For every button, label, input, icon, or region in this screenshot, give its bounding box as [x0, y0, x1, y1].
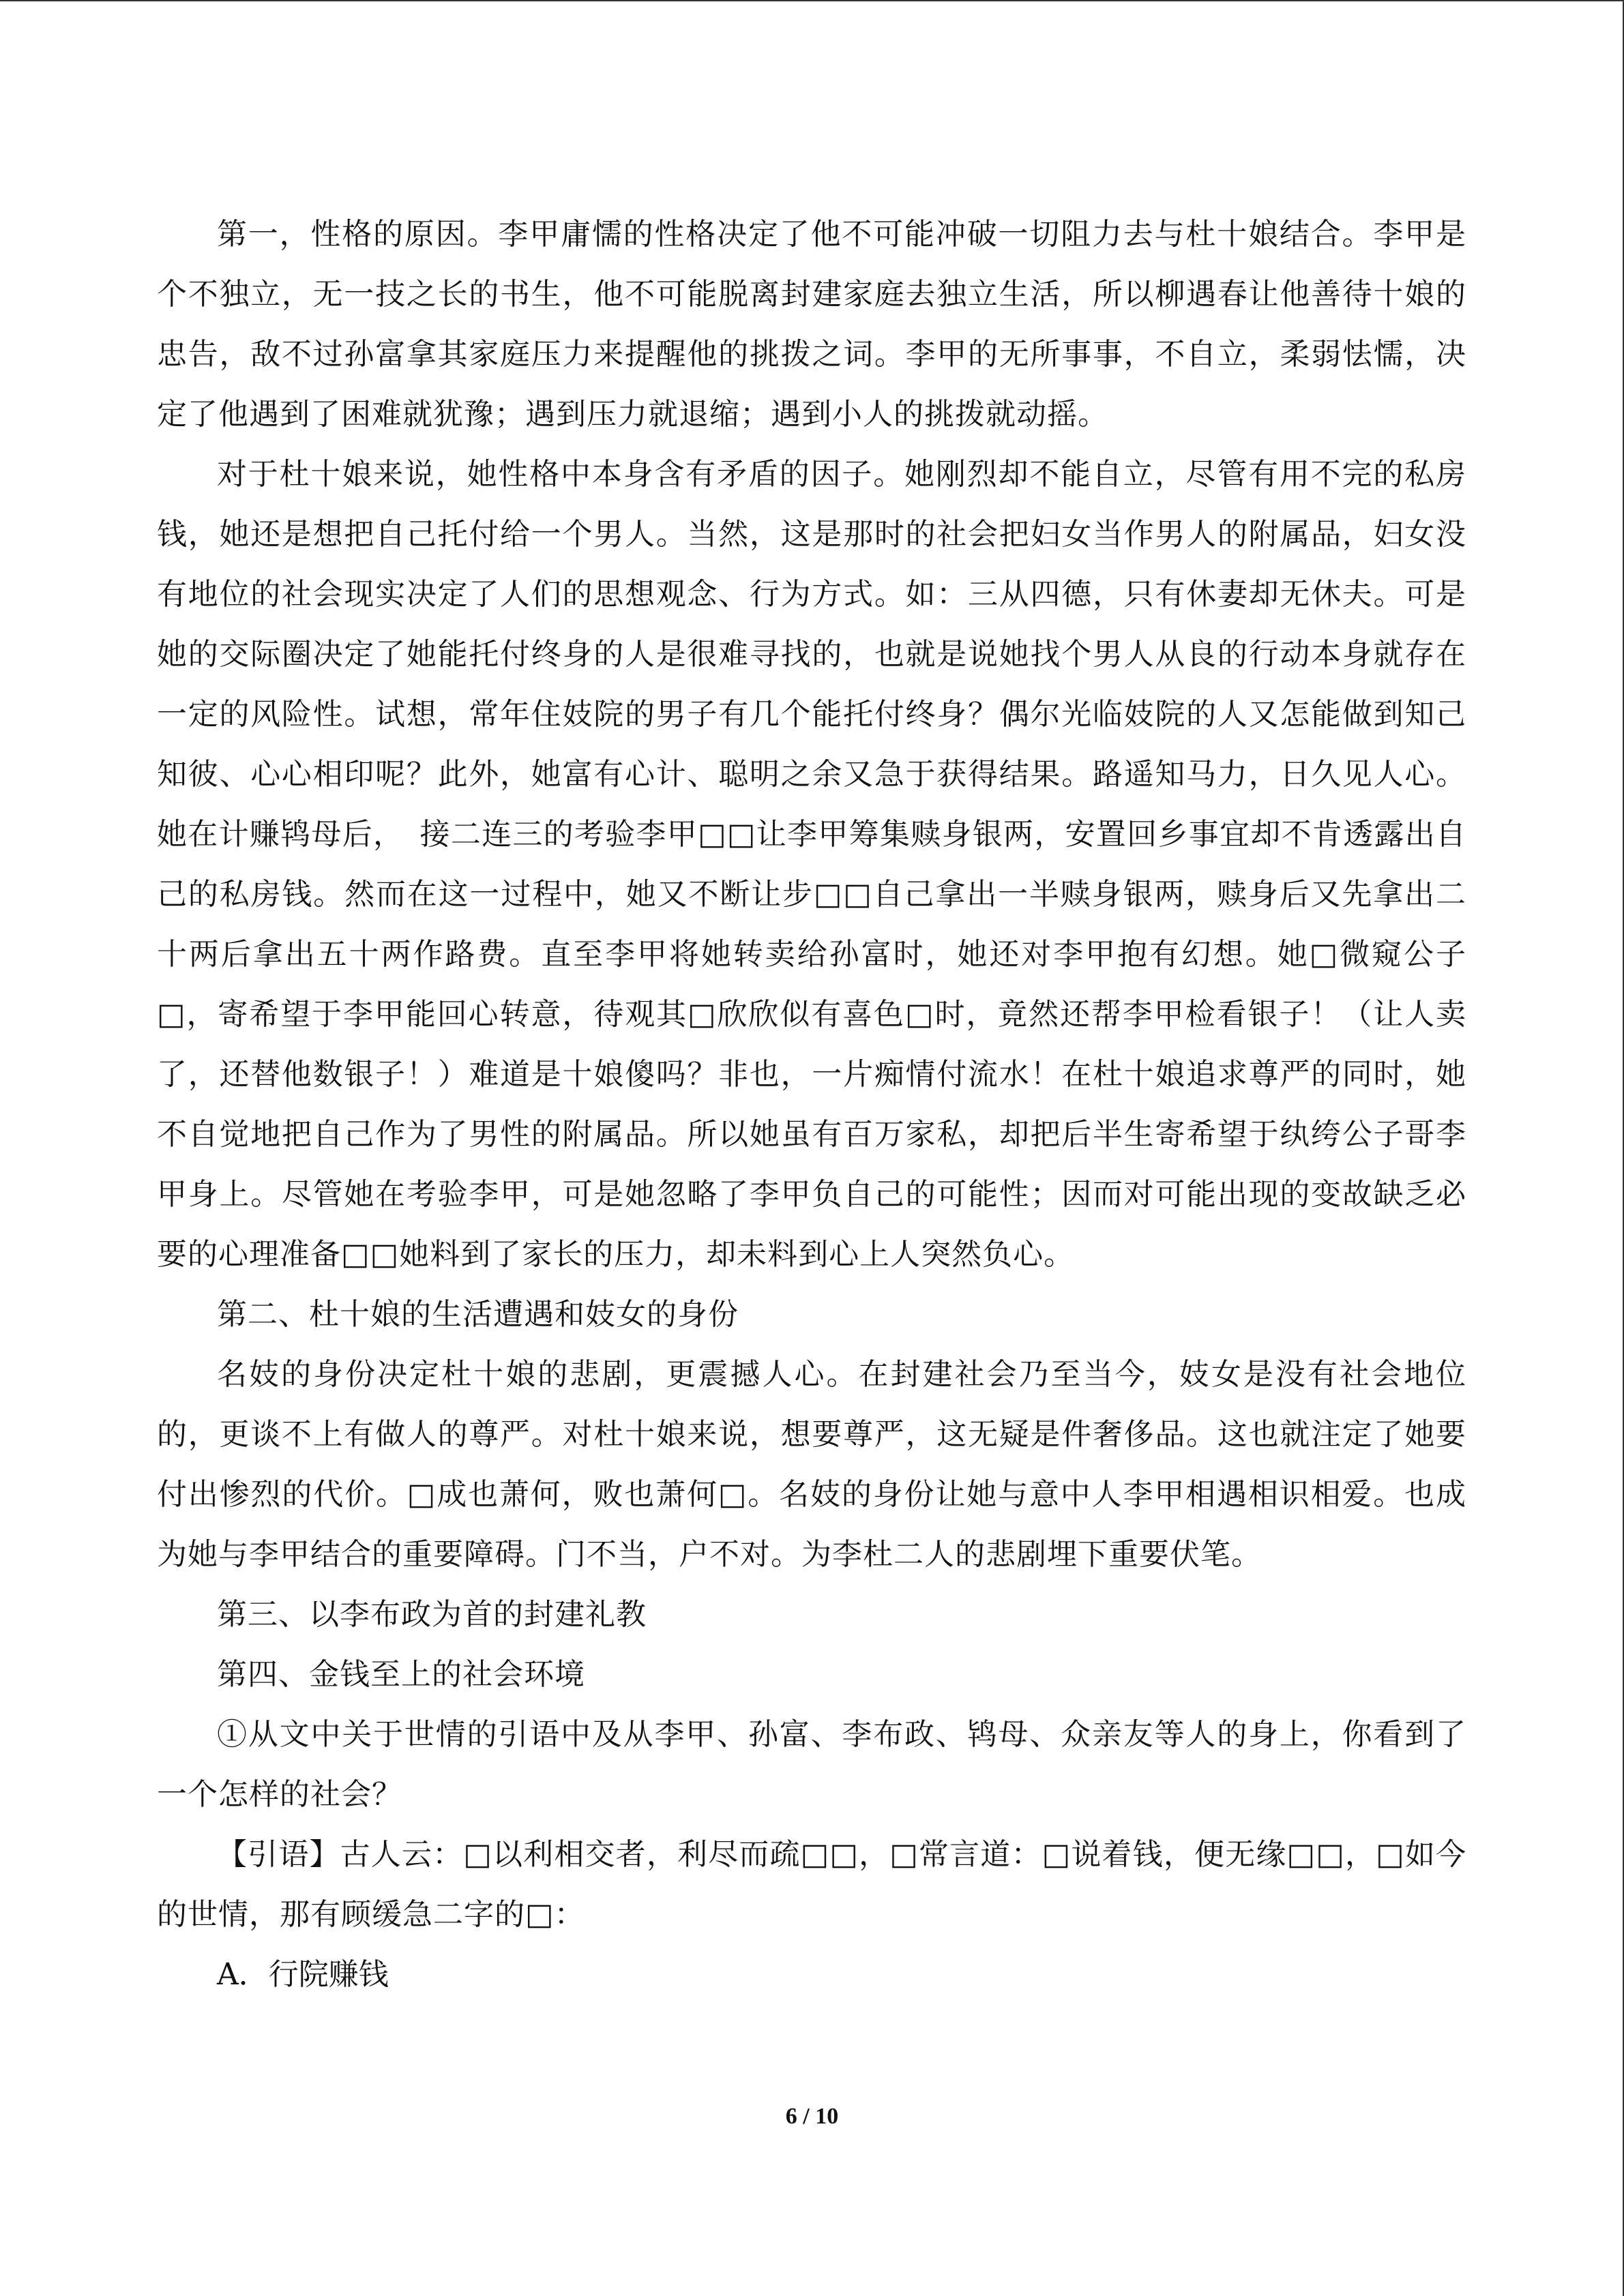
page-number: 6 / 10	[785, 2104, 839, 2129]
page-border-top	[0, 0, 1624, 1]
paragraph-du-shiniang-character: 对于杜十娘来说，她性格中本身含有矛盾的因子。她刚烈却不能自立，尽管有用不完的私房钱，她还是想把自己托付给一个男人。当然，这是那时的社会把妇女当作男人的附属品，妇女没有地位的社会现实决定了人们的思想观念、行为方式。如：三从四德，只有休妻却无休夫。可是她的交际圈决定了她能托付终身的人是很难寻找的，也就是说她找个男人从良的行动本身就存在一定的风险性。试想，常年住妓院的男子有几个能托付终身？偶尔光临妓院的人又怎能做到知己知彼、心心相印呢？此外，她富有心计、聪明之余又急于获得结果。路遥知马力，日久见人心。她在计赚鸨母后， 接二连三的考验李甲□□让李甲筹集赎身银两，安置回乡事宜却不肯透露出自己的私房钱。然而在这一过程中，她又不断让步□□自己拿出一半赎身银两，赎身后又先拿出二十两后拿出五十两作路费。直至李甲将她转卖给孙富时，她还对李甲抱有幻想。她□微窥公子□，寄希望于李甲能回心转意，待观其□欣欣似有喜色□时，竟然还帮李甲检看银子！（让人卖了，还替他数银子！）难道是十娘傻吗？非也，一片痴情付流水！在杜十娘追求尊严的同时，她不自觉地把自己作为了男性的附属品。所以她虽有百万家私，却把后半生寄希望于纨绔公子哥李甲身上。尽管她在考验李甲，可是她忽略了李甲负自己的可能性；因而对可能出现的变故缺乏必要的心理准备□□她料到了家长的压力，却未料到心上人突然负心。	[157, 457, 1466, 1272]
option-a: A．行院赚钱	[217, 1957, 389, 1992]
quote-paragraph: 【引语】古人云：□以利相交者，利尽而疏□□，□常言道：□说着钱，便无缘□□，□如今的世情，那有顾缓急二字的□：	[157, 1837, 1466, 1932]
section-heading-third: 第三、以李布政为首的封建礼教	[217, 1597, 647, 1632]
section-heading-second: 第二、杜十娘的生活遭遇和妓女的身份	[217, 1297, 739, 1332]
question-one: ①从文中关于世情的引语中及从李甲、孙富、李布政、鸨母、众亲友等人的身上，你看到了一个怎样的社会？	[157, 1717, 1466, 1812]
paragraph-personality-cause: 第一，性格的原因。李甲庸懦的性格决定了他不可能冲破一切阻力去与杜十娘结合。李甲是个不独立，无一技之长的书生，他不可能脱离封建家庭去独立生活，所以柳遇春让他善待十娘的忠告，敌不过孙富拿其家庭压力来提醒他的挑拨之词。李甲的无所事事，不自立，柔弱怯懦，决定了他遇到了困难就犹豫；遇到压力就退缩；遇到小人的挑拨就动摇。	[157, 217, 1466, 432]
paragraph-courtesan-identity: 名妓的身份决定杜十娘的悲剧，更震撼人心。在封建社会乃至当今，妓女是没有社会地位的，更谈不上有做人的尊严。对杜十娘来说，想要尊严，这无疑是件奢侈品。这也就注定了她要付出惨烈的代价。□成也萧何，败也萧何□。名妓的身份让她与意中人李甲相遇相识相爱。也成为她与李甲结合的重要障碍。门不当，户不对。为李杜二人的悲剧埋下重要伏笔。	[157, 1357, 1466, 1572]
document-body	[157, 205, 1466, 2005]
section-heading-fourth: 第四、金钱至上的社会环境	[217, 1657, 585, 1692]
